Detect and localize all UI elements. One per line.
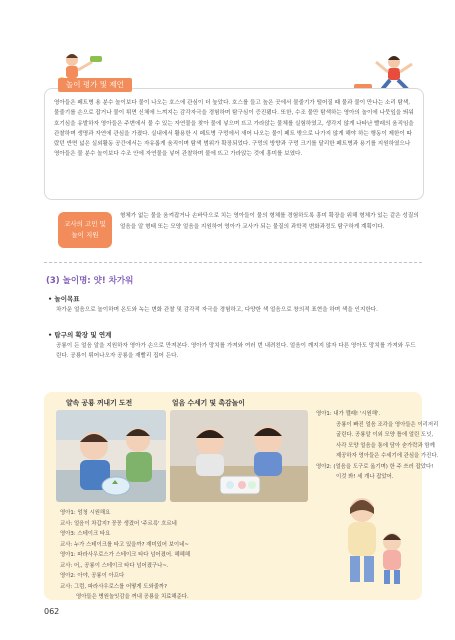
teacher-support-paragraph: 형체가 없는 물을 움켜잡거나 손바닥으로 치는 영아들이 물의 형체를 경험하도록 흥미 확장을 위해 형체가 있는 같은 성질의 얼음을 알 형태 또는 모양 얼음을 지원하여 영아가 교사가 되는 물질의 과학적 변화과정도 탐구하게 계획이다. xyxy=(120,213,419,230)
dialogue-left xyxy=(60,508,190,603)
dialogue-line: 교사: 그럼, 파라사우로스를 어떻게 도와줄까? xyxy=(60,583,167,590)
evaluation-paragraph: 영아들은 페트병 용 분수 놀이보다 물이 나오는 호스에 관심이 더 높았다. 호스를 들고 높은 곳에서 물줄기가 떨어질 때 물과 물이 만나는 소리 탐색, 물줄기를 손으로 잡거나 물이 튀면 신체에 느껴지는 감각자극을 경험하며 탐구심이 증진됐다. 또한, 수조 물만 탐색하는 영아의 놀이에 나뭇잎을 띄워 호기심을 유발하자 영아들은 주변에서 물 수 있는 자연물을 찾아 물에 넣으며 뜨고 가라앉는 물체를 실험하였고, 생각지 않게 나타난 빨래의 움직임을 관찰하며 생명과 자연에 관심을 가졌다. 실내에서 활용한 시 페트병 구멍에서 새어 나오는 물이 페트 밖으로 나가지 않게 해야 하는 행동이 제한이 따랐던 반면 넓은 실외활동 공간에서는 자유롭게 움직이며 탐색 범위가 확장되었다. 구멍의 방향과 구멍 크기를 달리한 페트병과 용기를 지원하였으나 영아들은 물 분수 놀이보다 수조 안에 자연물을 넣어 관찰하며 물에 뜨고 가라앉는 것에 흥미를 보였다. xyxy=(54,100,414,158)
dialogue-line: 교사: 얼음이 차갑지? 꽁꽁 생겼어 '주르륵' 흐르네 xyxy=(60,520,177,527)
evaluation-tag: 놀이 평가 및 제언 xyxy=(58,78,132,92)
dialogue-line: 영아1: 내가 깰래! '시원해'. xyxy=(316,411,381,417)
expansion-text: 공룡이 든 얼음 알을 지원하자 영아가 손으로 만져본다. 영아가 망치를 가져와 여러 번 내려친다. 얼음이 깨지지 않자 다른 영아도 망치를 가져와 두드린다. 공룡이 튀어나오자 공룡을 재빨리 집어 든다. xyxy=(56,343,416,359)
section-divider xyxy=(44,262,422,263)
dialogue-right xyxy=(316,409,438,483)
page-number: 062 xyxy=(44,607,60,616)
dialogue-line: 공룡이 빠진 얼음 조각을 영아들은 이리저리 xyxy=(336,421,439,428)
teacher-support-label-line2: 놀이 지원 xyxy=(71,231,99,239)
dialogue-line: 영아들은 병원놀잇감을 꺼내 공룡을 치료해준다. xyxy=(76,594,189,600)
activity-title: (3) 놀이명: 얏! 차가워 xyxy=(46,276,134,286)
dialogue-line: 사각 모양 얼음을 통에 담아 숟가락과 함께 xyxy=(336,442,435,449)
dialogue-line: 영아3: 스테이크 타요 xyxy=(60,531,111,537)
dialogue-line: 교사: 어,, 공룡이 스테이크 타다 넘어졌구나~. xyxy=(60,562,169,569)
photo-ice-counting xyxy=(170,410,308,502)
photo-caption-left: 얄속 공룡 꺼내기 도전 xyxy=(66,399,133,407)
dialogue-line: 영아1: 엄청 시원해요 xyxy=(60,510,111,516)
dialogue-line: 이것 봐! 세 개나 잡았어. xyxy=(336,474,394,480)
teacher-child-illustration xyxy=(332,492,414,592)
goal-text: 차가운 얼음으로 놀이하며 온도와 녹는 변화 관찰 및 감각적 자극을 경험하고, 다양한 색 얼음으로 창의적 표현을 하며 색을 인지한다. xyxy=(56,307,378,313)
dialogue-line: 제공하자 영아들은 수세기에 관심을 가진다. xyxy=(336,453,439,459)
teacher-support-label-line1: 교사의 고민 및 xyxy=(64,220,106,228)
photo-caption-right: 얼음 수세기 및 촉감놀이 xyxy=(172,399,245,407)
expansion-heading: • 탐구의 확장 및 연계 xyxy=(48,331,112,339)
goal-heading: • 놀이목표 xyxy=(48,295,80,303)
dialogue-line: 영아2: (얼음을 도구로 옮기며) 한 주 쓰러 잡았다! xyxy=(316,463,434,470)
dialogue-line: 영아1: 파라사우로스가 스테이크 타다 넘어졌어. 헤헤헤 xyxy=(60,552,191,558)
dialogue-line: 교사: 누가 스테이크를 타고 있을까? 재미있어 보이네~ xyxy=(60,541,189,548)
dialogue-line: 굴린다. 공룡알 이외 모양 틀에 얼린 도넛, xyxy=(336,432,434,438)
dialogue-line: 영아2: 아야, 공룡이 아프다 xyxy=(60,573,125,579)
teacher-support-label xyxy=(58,212,112,248)
photo-dinosaur-egg xyxy=(56,410,166,502)
